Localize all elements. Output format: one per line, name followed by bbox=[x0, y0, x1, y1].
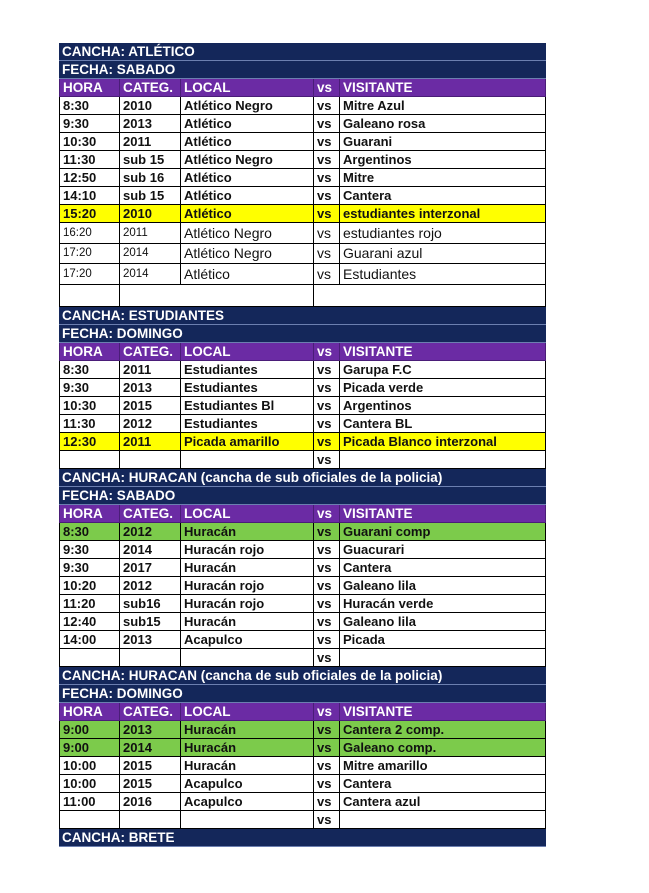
vs-cell: vs bbox=[314, 523, 340, 541]
table-row bbox=[59, 793, 546, 811]
table-row-highlighted bbox=[59, 433, 546, 451]
vs-cell: vs bbox=[314, 223, 340, 244]
cancha-title: CANCHA: HURACAN (cancha de sub oficiales de la policia) bbox=[59, 667, 546, 685]
categ-cell: 2013 bbox=[120, 115, 181, 133]
visitante-cell: Guarani comp bbox=[340, 523, 546, 541]
cancha-title: CANCHA: BRETE bbox=[59, 829, 546, 847]
table-row-highlighted bbox=[59, 739, 546, 757]
table-row bbox=[59, 361, 546, 379]
hora-cell: 9:30 bbox=[59, 541, 120, 559]
vs-cell: vs bbox=[314, 133, 340, 151]
hora-cell: 8:30 bbox=[59, 523, 120, 541]
categ-cell: 2012 bbox=[120, 415, 181, 433]
local-cell: Picada amarillo bbox=[181, 433, 314, 451]
col-local: LOCAL bbox=[181, 343, 314, 361]
vs-cell: vs bbox=[314, 649, 340, 667]
local-cell: Atlético bbox=[181, 169, 314, 187]
table-row bbox=[59, 613, 546, 631]
visitante-cell: Galeano lila bbox=[340, 613, 546, 631]
visitante-cell: estudiantes rojo bbox=[340, 223, 546, 244]
table-row-highlighted bbox=[59, 523, 546, 541]
categ-cell: sub 15 bbox=[120, 151, 181, 169]
table-row bbox=[59, 775, 546, 793]
categ-cell: sub 15 bbox=[120, 187, 181, 205]
visitante-cell: Mitre Azul bbox=[340, 97, 546, 115]
vs-cell: vs bbox=[314, 115, 340, 133]
hora-cell: 9:30 bbox=[59, 379, 120, 397]
table-row bbox=[59, 187, 546, 205]
hora-cell: 10:30 bbox=[59, 397, 120, 415]
empty-cell bbox=[181, 451, 314, 469]
hora-cell: 12:50 bbox=[59, 169, 120, 187]
categ-cell: 2014 bbox=[120, 244, 181, 265]
col-vs: vs bbox=[314, 343, 340, 361]
hora-cell: 8:30 bbox=[59, 361, 120, 379]
col-hora: HORA bbox=[59, 343, 120, 361]
vs-cell: vs bbox=[314, 739, 340, 757]
vs-cell: vs bbox=[314, 595, 340, 613]
hora-cell: 10:30 bbox=[59, 133, 120, 151]
table-row bbox=[59, 415, 546, 433]
categ-cell: 2015 bbox=[120, 757, 181, 775]
hora-cell: 17:20 bbox=[59, 244, 120, 265]
empty-row bbox=[59, 285, 546, 307]
table-header bbox=[59, 703, 546, 721]
visitante-cell: Cantera azul bbox=[340, 793, 546, 811]
local-cell: Atlético Negro bbox=[181, 97, 314, 115]
table-row bbox=[59, 151, 546, 169]
visitante-cell: Guarani azul bbox=[340, 244, 546, 265]
hora-cell: 15:20 bbox=[59, 205, 120, 223]
visitante-cell: Guarani bbox=[340, 133, 546, 151]
visitante-cell: Picada bbox=[340, 631, 546, 649]
categ-cell: 2012 bbox=[120, 577, 181, 595]
fecha-title: FECHA: SABADO bbox=[59, 61, 546, 79]
visitante-cell: Cantera bbox=[340, 559, 546, 577]
local-cell: Atlético bbox=[181, 133, 314, 151]
vs-cell: vs bbox=[314, 361, 340, 379]
local-cell: Huracán rojo bbox=[181, 541, 314, 559]
local-cell: Atlético bbox=[181, 264, 314, 285]
hora-cell: 11:20 bbox=[59, 595, 120, 613]
table-header bbox=[59, 79, 546, 97]
categ-cell: sub15 bbox=[120, 613, 181, 631]
vs-cell: vs bbox=[314, 577, 340, 595]
hora-cell: 9:00 bbox=[59, 721, 120, 739]
local-cell: Atlético bbox=[181, 205, 314, 223]
table-row bbox=[59, 595, 546, 613]
empty-cell bbox=[340, 811, 546, 829]
visitante-cell: Picada verde bbox=[340, 379, 546, 397]
categ-cell: 2011 bbox=[120, 133, 181, 151]
visitante-cell: Cantera 2 comp. bbox=[340, 721, 546, 739]
vs-cell: vs bbox=[314, 811, 340, 829]
vs-cell: vs bbox=[314, 559, 340, 577]
cancha-title: CANCHA: ATLÉTICO bbox=[59, 43, 546, 61]
fecha-title: FECHA: DOMINGO bbox=[59, 685, 546, 703]
empty-cell bbox=[120, 811, 181, 829]
fecha-title: FECHA: SABADO bbox=[59, 487, 546, 505]
categ-cell: 2011 bbox=[120, 361, 181, 379]
col-hora: HORA bbox=[59, 79, 120, 97]
fixture-sheet bbox=[59, 43, 546, 847]
local-cell: Estudiantes Bl bbox=[181, 397, 314, 415]
empty-cell bbox=[59, 451, 120, 469]
vs-cell: vs bbox=[314, 433, 340, 451]
local-cell: Atlético Negro bbox=[181, 223, 314, 244]
table-row bbox=[59, 559, 546, 577]
vs-cell: vs bbox=[314, 775, 340, 793]
cancha-title: CANCHA: HURACAN (cancha de sub oficiales de la policia) bbox=[59, 469, 546, 487]
categ-cell: 2014 bbox=[120, 739, 181, 757]
empty-row bbox=[59, 451, 546, 469]
col-categ: CATEG. bbox=[120, 343, 181, 361]
table-row bbox=[59, 244, 546, 265]
hora-cell: 11:30 bbox=[59, 415, 120, 433]
hora-cell: 9:00 bbox=[59, 739, 120, 757]
table-row-highlighted bbox=[59, 205, 546, 223]
local-cell: Huracán bbox=[181, 757, 314, 775]
categ-cell: 2012 bbox=[120, 523, 181, 541]
table-row bbox=[59, 133, 546, 151]
empty-cell bbox=[314, 285, 546, 307]
categ-cell: sub 16 bbox=[120, 169, 181, 187]
hora-cell: 8:30 bbox=[59, 97, 120, 115]
hora-cell: 12:40 bbox=[59, 613, 120, 631]
visitante-cell: Galeano comp. bbox=[340, 739, 546, 757]
local-cell: Huracán bbox=[181, 523, 314, 541]
col-visitante: VISITANTE bbox=[340, 79, 546, 97]
local-cell: Atlético bbox=[181, 187, 314, 205]
vs-cell: vs bbox=[314, 613, 340, 631]
vs-cell: vs bbox=[314, 757, 340, 775]
empty-cell bbox=[120, 451, 181, 469]
table-row bbox=[59, 264, 546, 285]
empty-cell bbox=[340, 451, 546, 469]
col-local: LOCAL bbox=[181, 505, 314, 523]
fecha-title: FECHA: DOMINGO bbox=[59, 325, 546, 343]
hora-cell: 16:20 bbox=[59, 223, 120, 244]
vs-cell: vs bbox=[314, 97, 340, 115]
local-cell: Atlético Negro bbox=[181, 151, 314, 169]
hora-cell: 10:00 bbox=[59, 757, 120, 775]
table-row bbox=[59, 115, 546, 133]
local-cell: Huracán bbox=[181, 613, 314, 631]
table-row bbox=[59, 223, 546, 244]
visitante-cell: Mitre amarillo bbox=[340, 757, 546, 775]
col-vs: vs bbox=[314, 505, 340, 523]
visitante-cell: Cantera bbox=[340, 775, 546, 793]
table-row bbox=[59, 631, 546, 649]
local-cell: Huracán rojo bbox=[181, 577, 314, 595]
col-visitante: VISITANTE bbox=[340, 703, 546, 721]
empty-cell bbox=[59, 649, 120, 667]
hora-cell: 11:00 bbox=[59, 793, 120, 811]
vs-cell: vs bbox=[314, 169, 340, 187]
vs-cell: vs bbox=[314, 631, 340, 649]
vs-cell: vs bbox=[314, 793, 340, 811]
col-categ: CATEG. bbox=[120, 505, 181, 523]
empty-row bbox=[59, 811, 546, 829]
local-cell: Acapulco bbox=[181, 793, 314, 811]
visitante-cell: Argentinos bbox=[340, 151, 546, 169]
visitante-cell: estudiantes interzonal bbox=[340, 205, 546, 223]
categ-cell: 2014 bbox=[120, 541, 181, 559]
hora-cell: 10:20 bbox=[59, 577, 120, 595]
vs-cell: vs bbox=[314, 415, 340, 433]
visitante-cell: Argentinos bbox=[340, 397, 546, 415]
visitante-cell: Mitre bbox=[340, 169, 546, 187]
empty-cell bbox=[120, 285, 314, 307]
vs-cell: vs bbox=[314, 205, 340, 223]
local-cell: Acapulco bbox=[181, 631, 314, 649]
empty-cell bbox=[181, 649, 314, 667]
visitante-cell: Picada Blanco interzonal bbox=[340, 433, 546, 451]
table-row bbox=[59, 757, 546, 775]
hora-cell: 9:30 bbox=[59, 115, 120, 133]
table-row bbox=[59, 397, 546, 415]
empty-cell bbox=[340, 649, 546, 667]
col-vs: vs bbox=[314, 79, 340, 97]
table-row bbox=[59, 541, 546, 559]
table-header bbox=[59, 343, 546, 361]
table-row bbox=[59, 97, 546, 115]
local-cell: Huracán bbox=[181, 559, 314, 577]
visitante-cell: Galeano rosa bbox=[340, 115, 546, 133]
visitante-cell: Garupa F.C bbox=[340, 361, 546, 379]
cancha-title: CANCHA: ESTUDIANTES bbox=[59, 307, 546, 325]
hora-cell: 14:10 bbox=[59, 187, 120, 205]
categ-cell: 2014 bbox=[120, 264, 181, 285]
empty-cell bbox=[181, 811, 314, 829]
col-vs: vs bbox=[314, 703, 340, 721]
table-row-highlighted bbox=[59, 721, 546, 739]
col-categ: CATEG. bbox=[120, 703, 181, 721]
hora-cell: 12:30 bbox=[59, 433, 120, 451]
local-cell: Huracán bbox=[181, 739, 314, 757]
col-visitante: VISITANTE bbox=[340, 505, 546, 523]
categ-cell: 2011 bbox=[120, 223, 181, 244]
visitante-cell: Cantera bbox=[340, 187, 546, 205]
col-hora: HORA bbox=[59, 703, 120, 721]
categ-cell: 2011 bbox=[120, 433, 181, 451]
hora-cell: 11:30 bbox=[59, 151, 120, 169]
vs-cell: vs bbox=[314, 541, 340, 559]
col-categ: CATEG. bbox=[120, 79, 181, 97]
local-cell: Huracán rojo bbox=[181, 595, 314, 613]
col-local: LOCAL bbox=[181, 79, 314, 97]
vs-cell: vs bbox=[314, 721, 340, 739]
hora-cell: 10:00 bbox=[59, 775, 120, 793]
categ-cell: 2013 bbox=[120, 721, 181, 739]
vs-cell: vs bbox=[314, 244, 340, 265]
local-cell: Atlético bbox=[181, 115, 314, 133]
visitante-cell: Estudiantes bbox=[340, 264, 546, 285]
visitante-cell: Guacurari bbox=[340, 541, 546, 559]
categ-cell: 2013 bbox=[120, 631, 181, 649]
visitante-cell: Huracán verde bbox=[340, 595, 546, 613]
vs-cell: vs bbox=[314, 151, 340, 169]
vs-cell: vs bbox=[314, 379, 340, 397]
local-cell: Estudiantes bbox=[181, 379, 314, 397]
categ-cell: 2016 bbox=[120, 793, 181, 811]
table-header bbox=[59, 505, 546, 523]
vs-cell: vs bbox=[314, 187, 340, 205]
categ-cell: 2013 bbox=[120, 379, 181, 397]
empty-cell bbox=[59, 811, 120, 829]
local-cell: Acapulco bbox=[181, 775, 314, 793]
empty-cell bbox=[59, 285, 120, 307]
local-cell: Estudiantes bbox=[181, 361, 314, 379]
hora-cell: 17:20 bbox=[59, 264, 120, 285]
hora-cell: 14:00 bbox=[59, 631, 120, 649]
table-row bbox=[59, 169, 546, 187]
table-row bbox=[59, 379, 546, 397]
categ-cell: 2010 bbox=[120, 97, 181, 115]
vs-cell: vs bbox=[314, 451, 340, 469]
local-cell: Atlético Negro bbox=[181, 244, 314, 265]
col-hora: HORA bbox=[59, 505, 120, 523]
vs-cell: vs bbox=[314, 397, 340, 415]
local-cell: Huracán bbox=[181, 721, 314, 739]
table-row bbox=[59, 577, 546, 595]
vs-cell: vs bbox=[314, 264, 340, 285]
visitante-cell: Cantera BL bbox=[340, 415, 546, 433]
categ-cell: 2015 bbox=[120, 775, 181, 793]
categ-cell: 2010 bbox=[120, 205, 181, 223]
categ-cell: 2015 bbox=[120, 397, 181, 415]
visitante-cell: Galeano lila bbox=[340, 577, 546, 595]
empty-row bbox=[59, 649, 546, 667]
categ-cell: 2017 bbox=[120, 559, 181, 577]
hora-cell: 9:30 bbox=[59, 559, 120, 577]
local-cell: Estudiantes bbox=[181, 415, 314, 433]
categ-cell: sub16 bbox=[120, 595, 181, 613]
col-visitante: VISITANTE bbox=[340, 343, 546, 361]
empty-cell bbox=[120, 649, 181, 667]
col-local: LOCAL bbox=[181, 703, 314, 721]
